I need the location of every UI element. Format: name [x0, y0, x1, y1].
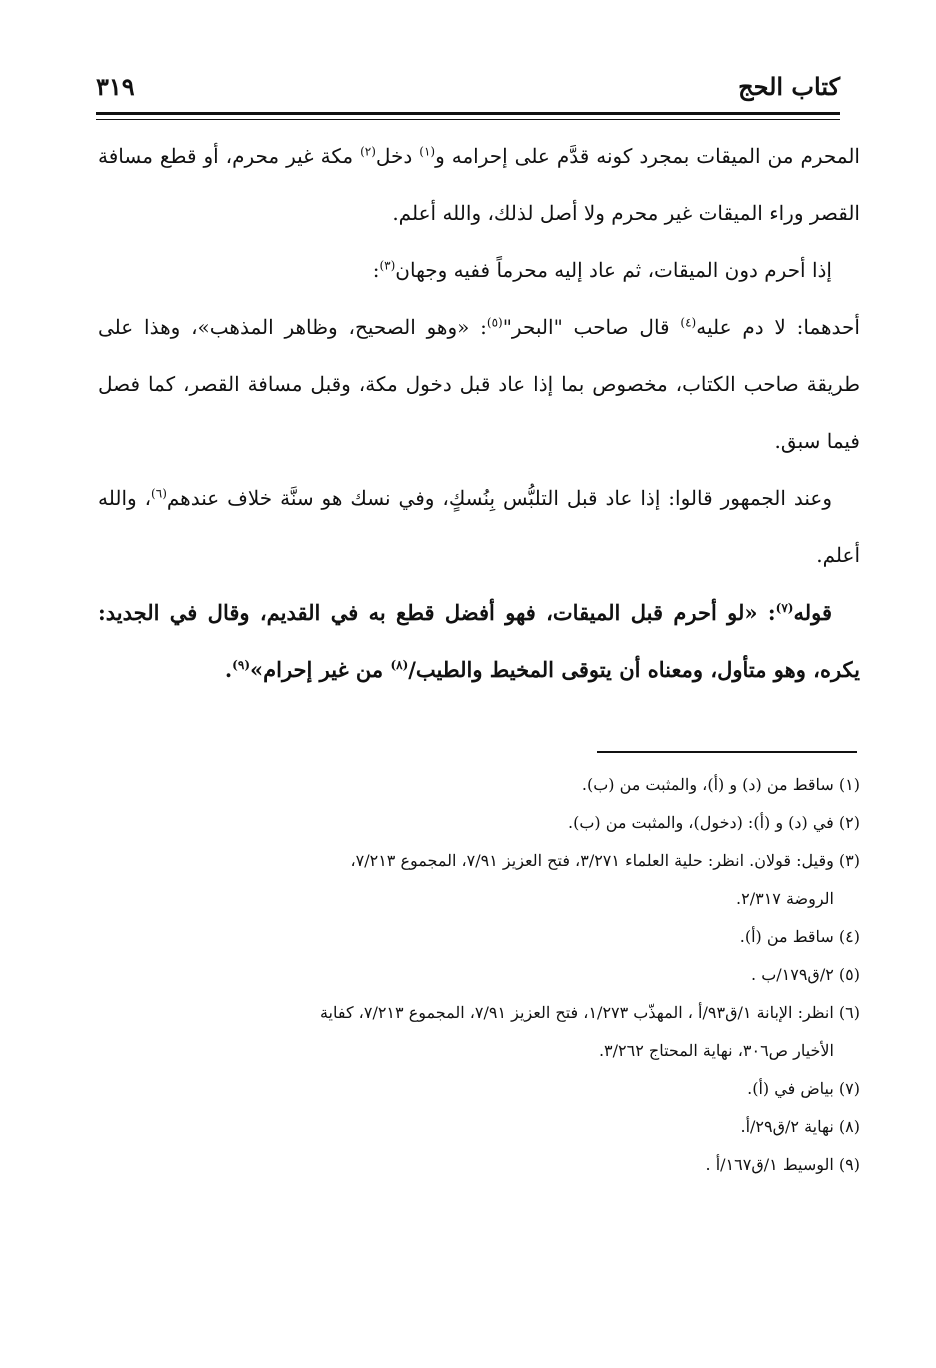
- footnote-3-continued: الروضة ٢/٣١٧.: [736, 889, 834, 908]
- running-title: كتاب الحج: [738, 72, 840, 101]
- paragraph-4: [98, 470, 860, 584]
- main-text: [98, 128, 860, 698]
- footnote-8: (٨) نهاية ٢/ق٢٩/أ.: [740, 1117, 860, 1136]
- text-run: قوله: [793, 600, 832, 625]
- page-number: ٣١٩: [96, 72, 135, 101]
- text-run: .: [224, 657, 233, 682]
- footnote-ref: (٨): [390, 658, 409, 672]
- text-run: دخل: [375, 144, 420, 168]
- footnote-5: (٥) ٢/ق١٧٩/ب .: [751, 965, 860, 984]
- footnote-ref: (٦): [151, 486, 167, 501]
- footnote-7: (٧) بياض في (أ).: [747, 1079, 860, 1098]
- footnote-6-continued: الأخيار ص٣٠٦، نهاية المحتاج ٣/٢٦٢.: [598, 1041, 834, 1060]
- text-run: : «لو أحرم قبل الميقات، فهو أفضل قطع به في القديم، وقال في الجديد: يكره، وهو متأول، ومعناه أن يتوقى المخيط والطيب/: [98, 600, 860, 682]
- header-rule-thick: [96, 112, 840, 115]
- text-run: المحرم من الميقات بمجرد كونه قدَّم على إحرامه و: [435, 144, 860, 168]
- paragraph-3: [98, 299, 860, 470]
- footnote-6: (٦) انظر: الإبانة ١/ق٩٣/أ ، المهذّب ١/٢٧٣، فتح العزيز ٧/٩١، المجموع ٧/٢١٣، كفاية: [319, 1003, 860, 1022]
- text-run: وعند الجمهور قالوا: إذا عاد قبل التلبُّس بِنُسكٍ، وفي نسك هو سنَّة خلاف عندهم: [166, 486, 833, 510]
- paragraph-1: [98, 128, 860, 242]
- footnote-ref: (٤): [680, 315, 697, 330]
- text-run: مكة غير محرم، أو قطع مسافة القصر وراء الميقات غير محرم ولا أصل لذلك، والله أعلم.: [98, 144, 860, 225]
- footnote-1: (١) ساقط من (د) و (أ)، والمثبت من (ب).: [581, 775, 860, 794]
- footnote-ref: (٥): [486, 315, 503, 330]
- footnote-4: (٤) ساقط من (أ).: [739, 927, 860, 946]
- page-header: [96, 72, 840, 112]
- footnote-ref: (١): [419, 144, 436, 159]
- text-run: أحدهما: لا دم عليه: [696, 315, 860, 339]
- text-run: : «وهو الصحيح، وظاهر المذهب»، وهذا على طريقة صاحب الكتاب، مخصوص بما إذا عاد قبل دخول مكة، وقبل مسافة القصر، كما فصل فيما سبق.: [98, 315, 860, 453]
- footnotes: [98, 766, 860, 1184]
- header-rule-thin: [96, 119, 840, 120]
- text-run: :: [372, 258, 380, 282]
- footnote-9: (٩) الوسيط ١/ق١٦٧/أ .: [705, 1155, 860, 1174]
- footnote-ref: (٧): [775, 601, 794, 615]
- footnote-ref: (٩): [232, 658, 250, 672]
- footnote-3: (٣) وقيل: قولان. انظر: حلية العلماء ٣/٢٧١، فتح العزيز ٧/٩١، المجموع ٧/٢١٣،: [350, 851, 860, 870]
- footnote-separator: [597, 751, 857, 753]
- paragraph-5-quote: [98, 584, 860, 698]
- footnote-ref: (٣): [379, 258, 396, 273]
- paragraph-2: [98, 242, 860, 299]
- text-run: ، والله أعلم.: [98, 486, 860, 567]
- footnote-ref: (٢): [360, 144, 376, 159]
- text-run: من غير إحرام»: [250, 657, 391, 682]
- text-run: قال صاحب "البحر": [502, 315, 681, 339]
- footnote-2: (٢) في (د) و (أ): (دخول)، والمثبت من (ب).: [567, 813, 860, 832]
- text-run: إذا أحرم دون الميقات، ثم عاد إليه محرماً ففيه وجهان: [395, 258, 832, 282]
